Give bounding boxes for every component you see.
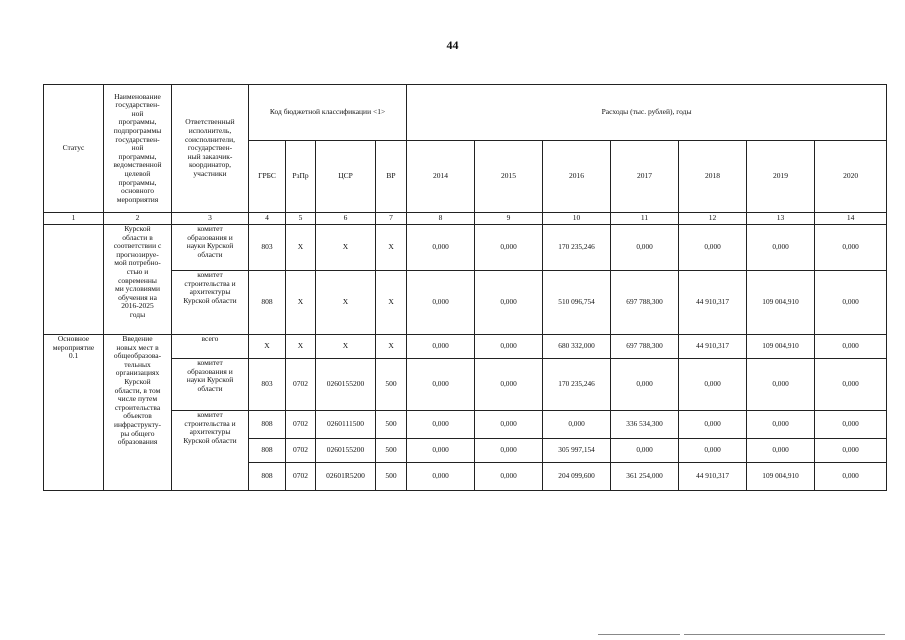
page-number: 44	[446, 38, 459, 52]
value-cell: 44 910,317	[679, 335, 747, 359]
header-status: Статус	[44, 85, 104, 213]
value-cell: 510 096,754	[543, 271, 611, 335]
csr-cell: Х	[316, 271, 376, 335]
column-number: 11	[611, 213, 679, 225]
value-cell: 0,000	[475, 225, 543, 271]
column-number: 2	[104, 213, 172, 225]
column-number: 6	[316, 213, 376, 225]
value-cell: 0,000	[475, 271, 543, 335]
value-cell: 0,000	[543, 411, 611, 439]
main-activity-name: Введение новых мест в общеобразова- тельных организациях Курской области, в том числе путем строительства объектов инфраструкту- ры общего образования	[104, 335, 172, 491]
executor-cell: комитет образования и науки Курской области	[172, 225, 249, 271]
csr-cell: Х	[316, 335, 376, 359]
value-cell: 0,000	[815, 439, 887, 463]
value-cell: 44 910,317	[679, 463, 747, 491]
value-cell: 0,000	[407, 439, 475, 463]
column-number: 9	[475, 213, 543, 225]
value-cell: 0,000	[679, 411, 747, 439]
value-cell: 0,000	[815, 463, 887, 491]
header-budget-code: Код бюджетной классификации <1>	[249, 85, 407, 141]
header-vr: ВР	[376, 141, 407, 213]
header-year: 2020	[815, 141, 887, 213]
vr-cell: Х	[376, 335, 407, 359]
grbs-cell: 803	[249, 225, 286, 271]
grbs-cell: Х	[249, 335, 286, 359]
value-cell: 0,000	[815, 411, 887, 439]
value-cell: 0,000	[475, 411, 543, 439]
value-cell: 0,000	[747, 411, 815, 439]
value-cell: 0,000	[815, 359, 887, 411]
value-cell: 0,000	[407, 359, 475, 411]
value-cell: 0,000	[475, 463, 543, 491]
column-number: 4	[249, 213, 286, 225]
continuation-name: Курской области в соответствии с прогнозируе- мой потребно- стью и современны ми условиями обучения на 2016-2025 годы	[104, 225, 172, 335]
budget-table	[43, 84, 887, 491]
header-csr: ЦСР	[316, 141, 376, 213]
csr-cell: 0260155200	[316, 439, 376, 463]
header-executor: Ответственный исполнитель, соисполнители, государствен- ный заказчик- координатор, участники	[172, 85, 249, 213]
vr-cell: Х	[376, 225, 407, 271]
header-grbs: ГРБС	[249, 141, 286, 213]
column-number: 1	[44, 213, 104, 225]
rzpr-cell: 0702	[286, 359, 316, 411]
column-number: 13	[747, 213, 815, 225]
grbs-cell: 808	[249, 463, 286, 491]
value-cell: 0,000	[815, 335, 887, 359]
value-cell: 697 788,300	[611, 335, 679, 359]
value-cell: 336 534,300	[611, 411, 679, 439]
value-cell: 170 235,246	[543, 225, 611, 271]
grbs-cell: 808	[249, 411, 286, 439]
grbs-cell: 808	[249, 271, 286, 335]
value-cell: 0,000	[407, 463, 475, 491]
value-cell: 361 254,000	[611, 463, 679, 491]
executor-total: всего	[172, 335, 249, 359]
rzpr-cell: 0702	[286, 439, 316, 463]
value-cell: 109 004,910	[747, 271, 815, 335]
column-number: 10	[543, 213, 611, 225]
header-year: 2014	[407, 141, 475, 213]
vr-cell: 500	[376, 463, 407, 491]
value-cell: 0,000	[611, 439, 679, 463]
column-number: 5	[286, 213, 316, 225]
value-cell: 109 004,910	[747, 463, 815, 491]
csr-cell: 02601R5200	[316, 463, 376, 491]
value-cell: 0,000	[475, 439, 543, 463]
vr-cell: 500	[376, 411, 407, 439]
value-cell: 0,000	[679, 225, 747, 271]
csr-cell: 0260111500	[316, 411, 376, 439]
rzpr-cell: 0702	[286, 463, 316, 491]
header-year: 2019	[747, 141, 815, 213]
value-cell: 170 235,246	[543, 359, 611, 411]
value-cell: 0,000	[407, 411, 475, 439]
value-cell: 0,000	[747, 439, 815, 463]
value-cell: 204 099,600	[543, 463, 611, 491]
executor-cell: комитет образования и науки Курской области	[172, 359, 249, 411]
grbs-cell: 803	[249, 359, 286, 411]
vr-cell: 500	[376, 359, 407, 411]
value-cell: 0,000	[679, 439, 747, 463]
value-cell: 0,000	[407, 335, 475, 359]
column-number: 14	[815, 213, 887, 225]
value-cell: 0,000	[611, 225, 679, 271]
footer-rule	[598, 634, 680, 635]
rzpr-cell: Х	[286, 335, 316, 359]
header-year: 2015	[475, 141, 543, 213]
grbs-cell: 808	[249, 439, 286, 463]
header-year: 2017	[611, 141, 679, 213]
rzpr-cell: Х	[286, 271, 316, 335]
value-cell: 0,000	[679, 359, 747, 411]
value-cell: 0,000	[407, 271, 475, 335]
value-cell: 109 004,910	[747, 335, 815, 359]
value-cell: 0,000	[475, 335, 543, 359]
csr-cell: Х	[316, 225, 376, 271]
header-rzpr: РзПр	[286, 141, 316, 213]
value-cell: 44 910,317	[679, 271, 747, 335]
rzpr-cell: Х	[286, 225, 316, 271]
value-cell: 697 788,300	[611, 271, 679, 335]
executor-cell: комитет строительства и архитектуры Курской области	[172, 271, 249, 335]
header-row-top	[44, 85, 887, 141]
csr-cell: 0260155200	[316, 359, 376, 411]
executor-cell: комитет строительства и архитектуры Курской области	[172, 411, 249, 491]
value-cell: 0,000	[815, 271, 887, 335]
value-cell: 305 997,154	[543, 439, 611, 463]
rzpr-cell: 0702	[286, 411, 316, 439]
header-expenses: Расходы (тыс. рублей), годы	[407, 85, 887, 141]
vr-cell: 500	[376, 439, 407, 463]
main-activity-status: Основное мероприятие 0.1	[44, 335, 104, 491]
column-number: 7	[376, 213, 407, 225]
value-cell: 0,000	[407, 225, 475, 271]
value-cell: 0,000	[747, 225, 815, 271]
value-cell: 680 332,000	[543, 335, 611, 359]
header-year: 2018	[679, 141, 747, 213]
vr-cell: Х	[376, 271, 407, 335]
header-program-name: Наименование государствен- ной программы, подпрограммы государствен- ной программы, ведомственной целевой программы, основного мероприятия	[104, 85, 172, 213]
table-row	[44, 225, 887, 271]
header-year: 2016	[543, 141, 611, 213]
column-number: 12	[679, 213, 747, 225]
value-cell: 0,000	[475, 359, 543, 411]
table-row	[44, 335, 887, 359]
value-cell: 0,000	[611, 359, 679, 411]
column-numbers-row	[44, 213, 887, 225]
column-number: 8	[407, 213, 475, 225]
footer-rule	[684, 634, 885, 635]
status-cell-empty	[44, 225, 104, 335]
value-cell: 0,000	[747, 359, 815, 411]
column-number: 3	[172, 213, 249, 225]
value-cell: 0,000	[815, 225, 887, 271]
